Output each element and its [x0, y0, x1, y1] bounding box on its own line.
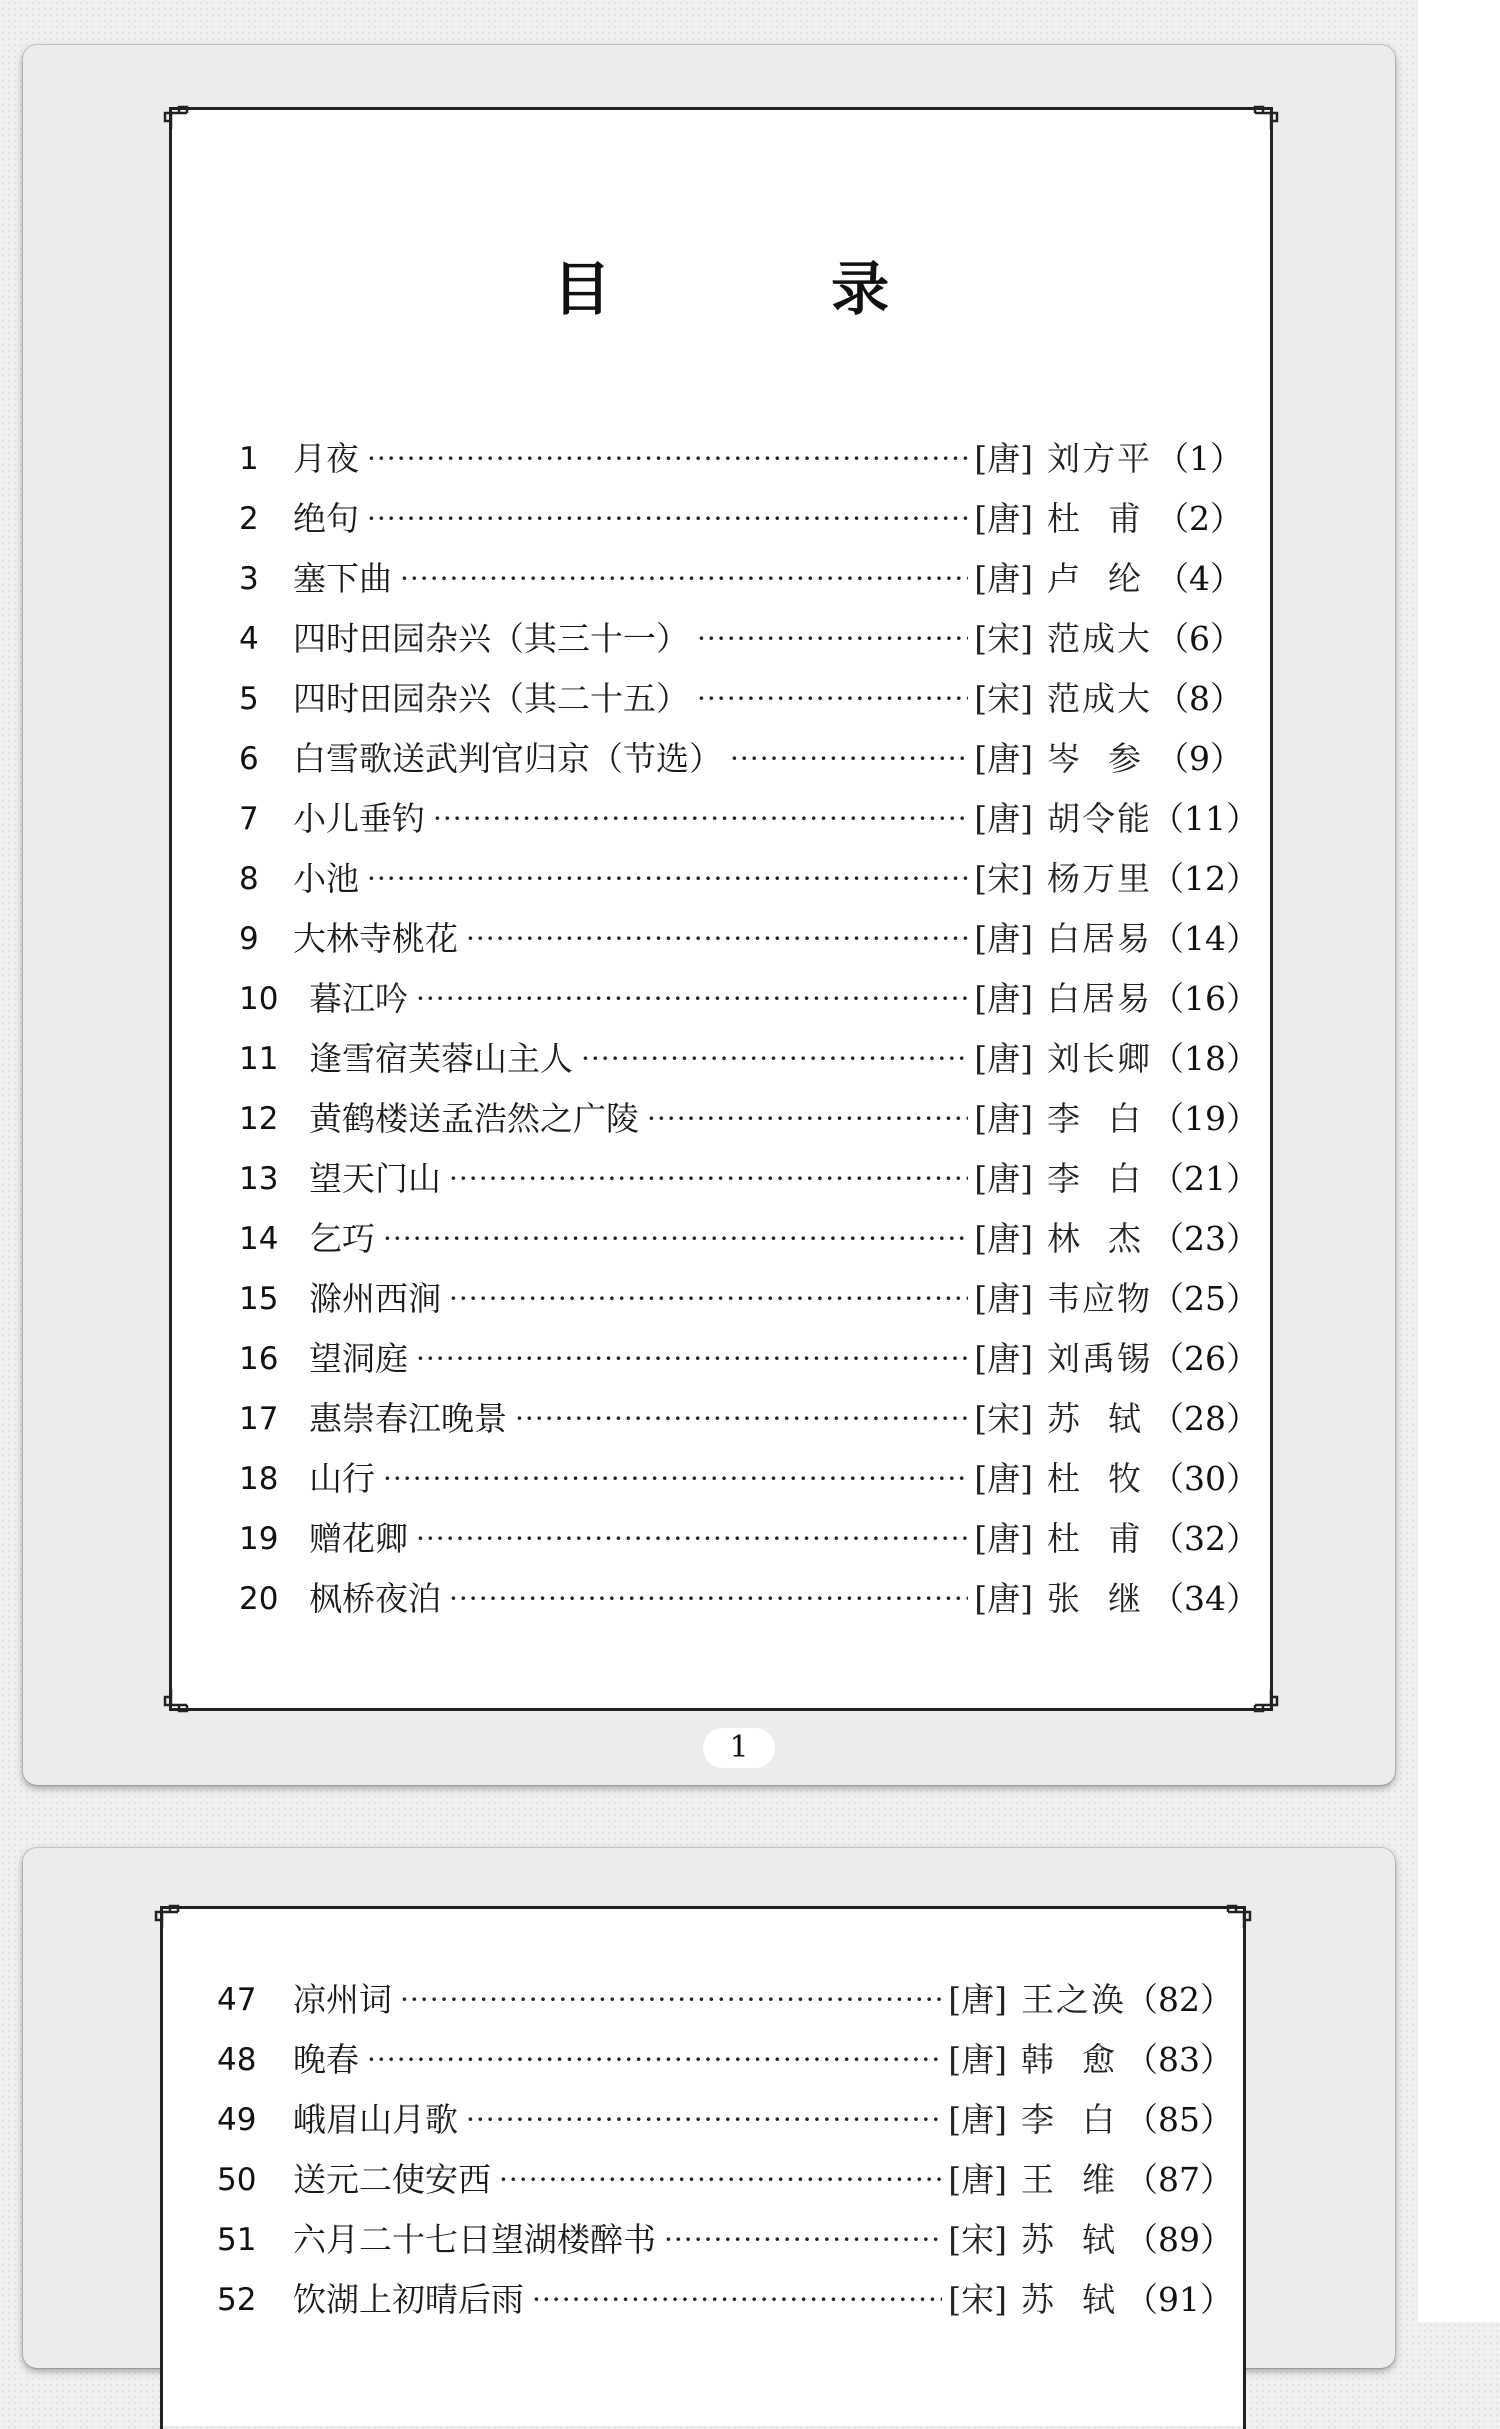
entry-page: （4） — [1156, 559, 1243, 598]
entry-dynasty: [宋] — [974, 859, 1033, 898]
entry-number: 12 — [239, 1101, 279, 1137]
entry-author: 刘长卿 — [1047, 1039, 1152, 1078]
entry-page: （28） — [1151, 1399, 1259, 1438]
leader-dots — [466, 2090, 942, 2150]
corner-ornament-icon — [152, 1898, 186, 1932]
entry-dynasty: [唐] — [974, 1279, 1033, 1318]
entry-author: 王 维 — [1021, 2160, 1117, 2199]
entry-title: 塞下曲 — [293, 559, 392, 598]
corner-ornament-icon — [1220, 1898, 1254, 1932]
corner-ornament-icon — [161, 99, 195, 133]
toc-entry — [217, 1970, 1233, 2030]
entry-number: 20 — [239, 1581, 279, 1617]
entry-author: 卢 纶 — [1047, 559, 1143, 598]
entry-dynasty: [唐] — [974, 1039, 1033, 1078]
entry-title: 望天门山 — [309, 1159, 441, 1198]
entry-number: 52 — [217, 2282, 257, 2318]
entry-dynasty: [唐] — [974, 739, 1033, 778]
entry-title: 小儿垂钓 — [293, 799, 425, 838]
entry-number: 50 — [217, 2162, 257, 2198]
entry-title: 绝句 — [293, 499, 359, 538]
entry-title: 饮湖上初晴后雨 — [293, 2280, 524, 2319]
entry-dynasty: [唐] — [974, 1459, 1033, 1498]
toc-entry — [239, 1389, 1259, 1449]
entry-number: 51 — [217, 2222, 257, 2258]
entry-page: （85） — [1125, 2100, 1233, 2139]
leader-dots — [532, 2270, 942, 2330]
entry-author: 岑 参 — [1047, 739, 1143, 778]
entry-dynasty: [唐] — [974, 979, 1033, 1018]
entry-dynasty: [唐] — [974, 919, 1033, 958]
entry-page: （82） — [1125, 1980, 1233, 2019]
entry-dynasty: [唐] — [974, 439, 1033, 478]
entry-number: 16 — [239, 1341, 279, 1377]
leader-dots — [697, 609, 968, 669]
entry-dynasty: [宋] — [948, 2220, 1007, 2259]
toc-entry — [239, 849, 1259, 909]
toc-entry — [239, 1449, 1259, 1509]
entry-page: （89） — [1125, 2220, 1233, 2259]
entry-author: 杨万里 — [1047, 859, 1152, 898]
entry-dynasty: [唐] — [974, 1519, 1033, 1558]
entry-number: 48 — [217, 2042, 257, 2078]
entry-page: （18） — [1151, 1039, 1259, 1078]
entry-page: （23） — [1151, 1219, 1259, 1258]
entry-dynasty: [唐] — [974, 799, 1033, 838]
leader-dots — [416, 969, 968, 1029]
toc-entry — [217, 2210, 1233, 2270]
leader-dots — [400, 1970, 942, 2030]
entry-title: 峨眉山月歌 — [293, 2100, 458, 2139]
entry-title: 逢雪宿芙蓉山主人 — [309, 1039, 573, 1078]
entry-page: （14） — [1151, 919, 1259, 958]
leader-dots — [499, 2150, 942, 2210]
toc-entry — [239, 1209, 1259, 1269]
entry-author: 韩 愈 — [1021, 2040, 1117, 2079]
entry-number: 3 — [239, 561, 259, 597]
page-card-1 — [23, 45, 1395, 1785]
entry-page: （8） — [1156, 679, 1243, 718]
toc-entry — [239, 729, 1243, 789]
entry-author: 杜 牧 — [1047, 1459, 1143, 1498]
leader-dots — [449, 1569, 968, 1629]
leader-dots — [581, 1029, 968, 1089]
entry-author: 李 白 — [1047, 1099, 1143, 1138]
entry-author: 苏 轼 — [1021, 2280, 1117, 2319]
entry-page: （30） — [1151, 1459, 1259, 1498]
entry-title: 黄鹤楼送孟浩然之广陵 — [309, 1099, 639, 1138]
toc-entry — [239, 789, 1259, 849]
toc-entry — [239, 1089, 1259, 1149]
entry-author: 白居易 — [1047, 919, 1152, 958]
entry-dynasty: [唐] — [948, 2040, 1007, 2079]
toc-entry — [217, 2090, 1233, 2150]
entry-number: 13 — [239, 1161, 279, 1197]
entry-page: （83） — [1125, 2040, 1233, 2079]
entry-title: 惠崇春江晚景 — [309, 1399, 507, 1438]
entry-title: 大林寺桃花 — [293, 919, 458, 958]
entry-page: （9） — [1156, 739, 1243, 778]
entry-page: （2） — [1156, 499, 1243, 538]
leader-dots — [400, 549, 968, 609]
entry-title: 滁州西涧 — [309, 1279, 441, 1318]
toc-entry — [239, 1029, 1259, 1089]
entry-page: （91） — [1125, 2280, 1233, 2319]
leader-dots — [664, 2210, 942, 2270]
leader-dots — [730, 729, 968, 789]
entry-number: 9 — [239, 921, 259, 957]
entry-page: （11） — [1151, 799, 1259, 838]
entry-number: 8 — [239, 861, 259, 897]
entry-dynasty: [唐] — [948, 2160, 1007, 2199]
entry-number: 17 — [239, 1401, 279, 1437]
leader-dots — [367, 489, 968, 549]
page-card-2 — [23, 1848, 1395, 2368]
leader-dots — [449, 1149, 968, 1209]
entry-dynasty: [唐] — [974, 1219, 1033, 1258]
toc-entry — [239, 1269, 1259, 1329]
toc-entry — [239, 549, 1243, 609]
entry-number: 7 — [239, 801, 259, 837]
entry-title: 望洞庭 — [309, 1339, 408, 1378]
entry-author: 李 白 — [1021, 2100, 1117, 2139]
table-of-contents — [239, 429, 1259, 1629]
leader-dots — [433, 789, 968, 849]
entry-dynasty: [唐] — [948, 2100, 1007, 2139]
entry-title: 山行 — [309, 1459, 375, 1498]
entry-author: 王之涣 — [1021, 1980, 1126, 2019]
entry-number: 6 — [239, 741, 259, 777]
entry-title: 送元二使安西 — [293, 2160, 491, 2199]
entry-page: （26） — [1151, 1339, 1259, 1378]
toc-entry — [239, 969, 1259, 1029]
entry-page: （32） — [1151, 1519, 1259, 1558]
entry-number: 47 — [217, 1982, 257, 2018]
book-page-1 — [169, 107, 1273, 1711]
leader-dots — [449, 1269, 968, 1329]
entry-page: （19） — [1151, 1099, 1259, 1138]
entry-number: 11 — [239, 1041, 279, 1077]
entry-author: 林 杰 — [1047, 1219, 1143, 1258]
entry-dynasty: [唐] — [974, 1099, 1033, 1138]
toc-entry — [239, 429, 1243, 489]
corner-ornament-icon — [1247, 1685, 1281, 1719]
entry-title: 晚春 — [293, 2040, 359, 2079]
leader-dots — [383, 1209, 968, 1269]
entry-page: （21） — [1151, 1159, 1259, 1198]
right-margin-strip — [1418, 0, 1500, 2322]
entry-dynasty: [唐] — [974, 559, 1033, 598]
entry-dynasty: [唐] — [974, 1579, 1033, 1618]
entry-number: 1 — [239, 441, 259, 477]
toc-entry — [239, 1329, 1259, 1389]
entry-author: 范成大 — [1047, 619, 1152, 658]
entry-number: 10 — [239, 981, 279, 1017]
entry-author: 胡令能 — [1047, 799, 1152, 838]
leader-dots — [697, 669, 968, 729]
entry-number: 2 — [239, 501, 259, 537]
leader-dots — [647, 1089, 968, 1149]
table-of-contents — [217, 1970, 1233, 2330]
entry-author: 李 白 — [1047, 1159, 1143, 1198]
entry-dynasty: [宋] — [948, 2280, 1007, 2319]
entry-author: 苏 轼 — [1047, 1399, 1143, 1438]
leader-dots — [416, 1329, 968, 1389]
toc-entry — [239, 909, 1259, 969]
toc-entry — [217, 2030, 1233, 2090]
entry-title: 凉州词 — [293, 1980, 392, 2019]
entry-number: 15 — [239, 1281, 279, 1317]
entry-title: 赠花卿 — [309, 1519, 408, 1558]
entry-title: 枫桥夜泊 — [309, 1579, 441, 1618]
leader-dots — [416, 1509, 968, 1569]
toc-entry — [239, 609, 1243, 669]
entry-author: 刘方平 — [1047, 439, 1152, 478]
toc-entry — [239, 669, 1243, 729]
toc-entry — [239, 489, 1243, 549]
entry-author: 刘禹锡 — [1047, 1339, 1152, 1378]
entry-author: 韦应物 — [1047, 1279, 1152, 1318]
entry-dynasty: [唐] — [974, 499, 1033, 538]
entry-title: 白雪歌送武判官归京（节选） — [293, 739, 722, 778]
entry-author: 杜 甫 — [1047, 499, 1143, 538]
entry-author: 白居易 — [1047, 979, 1152, 1018]
entry-title: 四时田园杂兴（其三十一） — [293, 619, 689, 658]
entry-dynasty: [唐] — [974, 1159, 1033, 1198]
entry-number: 4 — [239, 621, 259, 657]
leader-dots — [367, 2030, 942, 2090]
entry-author: 杜 甫 — [1047, 1519, 1143, 1558]
entry-dynasty: [唐] — [974, 1339, 1033, 1378]
entry-number: 19 — [239, 1521, 279, 1557]
entry-title: 乞巧 — [309, 1219, 375, 1258]
entry-dynasty: [唐] — [948, 1980, 1007, 2019]
page-number: 1 — [703, 1728, 775, 1768]
entry-title: 四时田园杂兴（其二十五） — [293, 679, 689, 718]
entry-author: 范成大 — [1047, 679, 1152, 718]
entry-title: 暮江吟 — [309, 979, 408, 1018]
entry-page: （6） — [1156, 619, 1243, 658]
toc-entry — [239, 1149, 1259, 1209]
entry-dynasty: [宋] — [974, 679, 1033, 718]
entry-page: （87） — [1125, 2160, 1233, 2199]
entry-page: （25） — [1151, 1279, 1259, 1318]
entry-number: 49 — [217, 2102, 257, 2138]
toc-entry — [239, 1569, 1259, 1629]
book-page-2 — [160, 1906, 1246, 2426]
leader-dots — [466, 909, 968, 969]
entry-author: 苏 轼 — [1021, 2220, 1117, 2259]
entry-number: 5 — [239, 681, 259, 717]
entry-author: 张 继 — [1047, 1579, 1143, 1618]
entry-page: （12） — [1151, 859, 1259, 898]
entry-title: 小池 — [293, 859, 359, 898]
toc-entry — [217, 2270, 1233, 2330]
leader-dots — [367, 849, 968, 909]
entry-title: 月夜 — [293, 439, 359, 478]
leader-dots — [383, 1449, 968, 1509]
entry-number: 18 — [239, 1461, 279, 1497]
entry-page: （16） — [1151, 979, 1259, 1018]
leader-dots — [367, 429, 968, 489]
corner-ornament-icon — [161, 1685, 195, 1719]
entry-title: 六月二十七日望湖楼醉书 — [293, 2220, 656, 2259]
corner-ornament-icon — [1247, 99, 1281, 133]
toc-entry — [217, 2150, 1233, 2210]
toc-entry — [239, 1509, 1259, 1569]
entry-dynasty: [宋] — [974, 1399, 1033, 1438]
entry-page: （34） — [1151, 1579, 1259, 1618]
entry-dynasty: [宋] — [974, 619, 1033, 658]
page-title: 目 录 — [552, 255, 990, 323]
leader-dots — [515, 1389, 968, 1449]
entry-page: （1） — [1156, 439, 1243, 478]
entry-number: 14 — [239, 1221, 279, 1257]
